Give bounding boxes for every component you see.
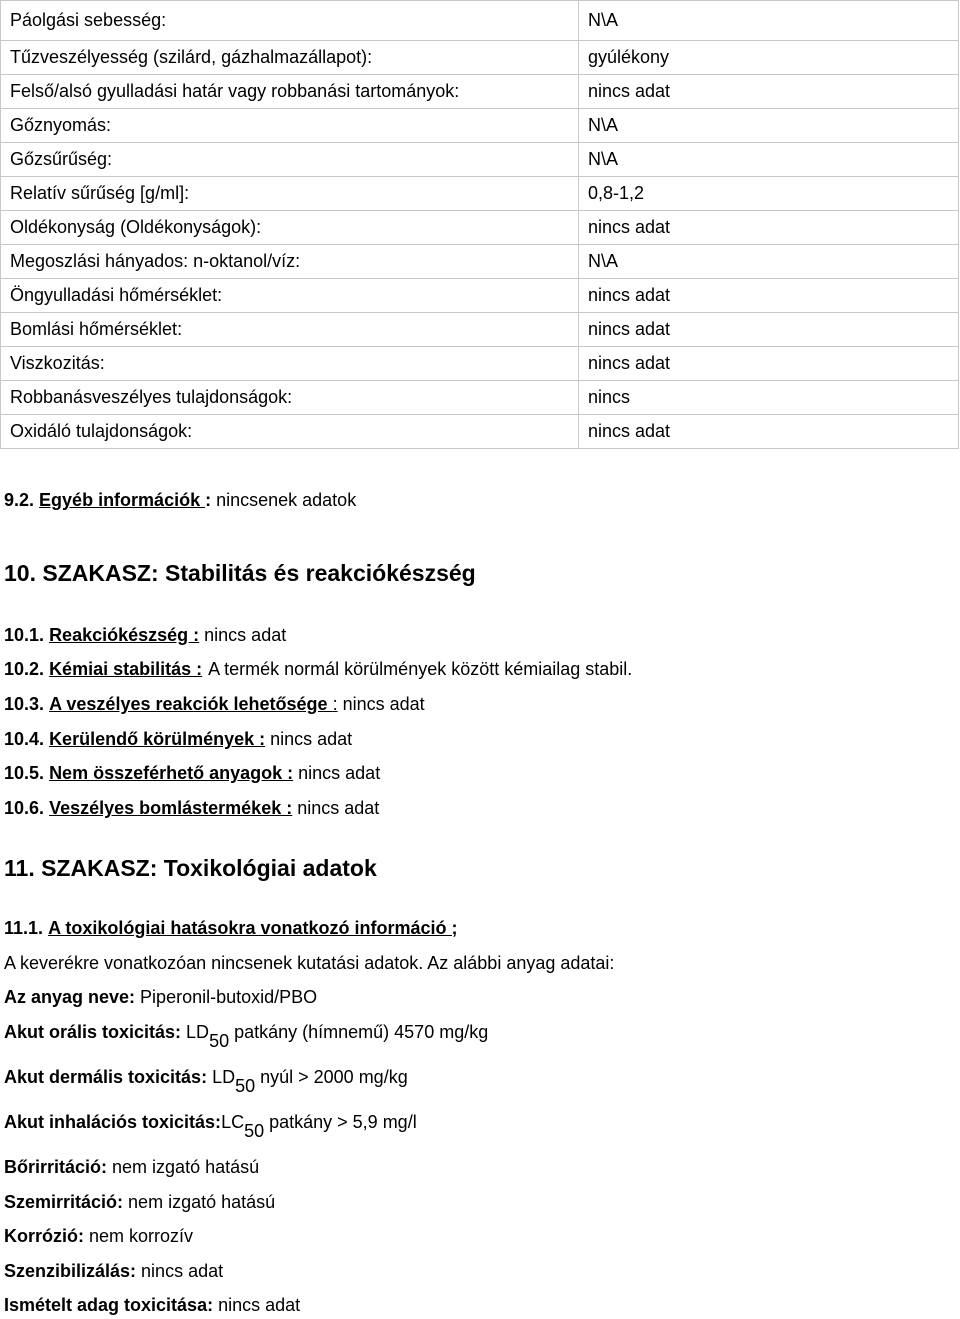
section-value: nincsenek adatok bbox=[211, 490, 357, 510]
field-label: Akut orális toxicitás: bbox=[4, 1022, 182, 1042]
property-value: nincs adat bbox=[579, 347, 959, 381]
property-label: Oldékonyság (Oldékonyságok): bbox=[1, 211, 579, 245]
property-value: 0,8-1,2 bbox=[579, 177, 959, 211]
section-value: A termék normál körülmények között kémiailag stabil. bbox=[208, 659, 633, 679]
property-value: N\A bbox=[579, 109, 959, 143]
field-value: nincs adat bbox=[213, 1295, 301, 1315]
field-label: Ismételt adag toxicitása: bbox=[4, 1295, 214, 1315]
field-value-suffix: nyúl > 2000 mg/kg bbox=[255, 1067, 408, 1087]
property-label: Bomlási hőmérséklet: bbox=[1, 313, 579, 347]
section-title: Kerülendő körülmények : bbox=[49, 729, 266, 749]
section-number: 10.1. bbox=[4, 625, 45, 645]
property-label: Relatív sűrűség [g/ml]: bbox=[1, 177, 579, 211]
section-colon: : bbox=[332, 694, 338, 714]
section-number: 11.1. bbox=[4, 918, 44, 938]
property-value: nincs adat bbox=[579, 75, 959, 109]
section-title: Nem összeférhető anyagok : bbox=[49, 763, 294, 783]
section-title: Egyéb információk bbox=[39, 490, 206, 510]
field-label: Szemirritáció: bbox=[4, 1192, 124, 1212]
property-label: Tűzveszélyesség (szilárd, gázhalmazállapot): bbox=[1, 41, 579, 75]
field-value: nem korrozív bbox=[84, 1226, 194, 1246]
table-row bbox=[1, 109, 959, 143]
dermal-toxicity bbox=[4, 1067, 408, 1096]
repeated-dose-toxicity bbox=[4, 1295, 300, 1316]
property-value: nincs adat bbox=[579, 313, 959, 347]
section-10-6 bbox=[4, 798, 379, 819]
section-9-2 bbox=[4, 490, 356, 511]
field-value-subscript: 50 bbox=[209, 1031, 230, 1051]
intro-text: A keverékre vonatkozóan nincsenek kutatási adatok. Az alábbi anyag adatai: bbox=[4, 953, 615, 973]
field-value: nincs adat bbox=[136, 1261, 224, 1281]
field-value-prefix: LD bbox=[181, 1022, 210, 1042]
field-label: Bőrirritáció: bbox=[4, 1157, 108, 1177]
property-value: nincs adat bbox=[579, 279, 959, 313]
section-10-4 bbox=[4, 729, 352, 750]
table-row bbox=[1, 177, 959, 211]
physical-properties-table bbox=[0, 0, 959, 449]
section-10-1 bbox=[4, 625, 286, 646]
section-value: nincs adat bbox=[199, 625, 287, 645]
section-10-3 bbox=[4, 694, 425, 715]
section-colon: : bbox=[205, 490, 212, 510]
table-row bbox=[1, 211, 959, 245]
section-number: 10.2. bbox=[4, 659, 45, 679]
property-value: nincs adat bbox=[579, 211, 959, 245]
property-value: N\A bbox=[579, 143, 959, 177]
property-label: Viszkozitás: bbox=[1, 347, 579, 381]
section-title: Reakciókészség : bbox=[49, 625, 200, 645]
section-value: nincs adat bbox=[265, 729, 353, 749]
field-value: Piperonil-butoxid/PBO bbox=[135, 987, 318, 1007]
section-10-5 bbox=[4, 763, 380, 784]
section-title: A veszélyes reakciók lehetősége bbox=[49, 694, 333, 714]
property-value: nincs bbox=[579, 381, 959, 415]
section-number: 10.3. bbox=[4, 694, 45, 714]
section-colon: ; bbox=[451, 918, 458, 938]
field-label: Akut dermális toxicitás: bbox=[4, 1067, 208, 1087]
table-row bbox=[1, 381, 959, 415]
section-11-1 bbox=[4, 918, 457, 939]
field-value-subscript: 50 bbox=[244, 1121, 265, 1141]
section-title: A toxikológiai hatásokra vonatkozó információ bbox=[48, 918, 452, 938]
table-row bbox=[1, 143, 959, 177]
property-value: nincs adat bbox=[579, 415, 959, 449]
table-row bbox=[1, 347, 959, 381]
field-value-suffix: patkány (hímnemű) 4570 mg/kg bbox=[229, 1022, 489, 1042]
section-10-2 bbox=[4, 659, 632, 680]
table-row bbox=[1, 75, 959, 109]
section-value: nincs adat bbox=[292, 798, 380, 818]
oral-toxicity bbox=[4, 1022, 489, 1051]
substance-name bbox=[4, 987, 317, 1008]
section-10-heading: 10. SZAKASZ: Stabilitás és reakciókészség bbox=[4, 560, 476, 586]
table-row bbox=[1, 415, 959, 449]
property-label: Robbanásveszélyes tulajdonságok: bbox=[1, 381, 579, 415]
table-row bbox=[1, 1, 959, 41]
inhalation-toxicity bbox=[4, 1112, 417, 1141]
section-number: 10.5. bbox=[4, 763, 45, 783]
section-11-heading: 11. SZAKASZ: Toxikológiai adatok bbox=[4, 855, 377, 881]
field-value-prefix: LD bbox=[207, 1067, 236, 1087]
field-value-subscript: 50 bbox=[235, 1076, 256, 1096]
field-label: Korrózió: bbox=[4, 1226, 84, 1246]
section-value: nincs adat bbox=[337, 694, 425, 714]
field-value-suffix: patkány > 5,9 mg/l bbox=[264, 1112, 417, 1132]
table-row bbox=[1, 313, 959, 347]
table-row bbox=[1, 41, 959, 75]
field-value: nem izgató hatású bbox=[123, 1192, 276, 1212]
section-value: nincs adat bbox=[293, 763, 381, 783]
sensitization bbox=[4, 1261, 223, 1282]
property-label: Felső/alsó gyulladási határ vagy robbanási tartományok: bbox=[1, 75, 579, 109]
section-number: 9.2. bbox=[4, 490, 35, 510]
skin-irritation bbox=[4, 1157, 259, 1178]
property-value: N\A bbox=[579, 1, 959, 41]
field-value-prefix: LC bbox=[221, 1112, 245, 1132]
field-label: Szenzibilizálás: bbox=[4, 1261, 137, 1281]
eye-irritation bbox=[4, 1192, 275, 1213]
section-number: 10.4. bbox=[4, 729, 45, 749]
property-label: Megoszlási hányados: n-oktanol/víz: bbox=[1, 245, 579, 279]
property-label: Páolgási sebesség: bbox=[1, 1, 579, 41]
corrosion bbox=[4, 1226, 193, 1247]
table-row bbox=[1, 245, 959, 279]
section-title: Veszélyes bomlástermékek : bbox=[49, 798, 293, 818]
field-label: Az anyag neve: bbox=[4, 987, 136, 1007]
property-label: Oxidáló tulajdonságok: bbox=[1, 415, 579, 449]
property-label: Gőzsűrűség: bbox=[1, 143, 579, 177]
section-title: Kémiai stabilitás : bbox=[49, 659, 203, 679]
field-label: Akut inhalációs toxicitás: bbox=[4, 1112, 222, 1132]
property-value: N\A bbox=[579, 245, 959, 279]
property-label: Gőznyomás: bbox=[1, 109, 579, 143]
property-value: gyúlékony bbox=[579, 41, 959, 75]
section-number: 10.6. bbox=[4, 798, 45, 818]
field-value: nem izgató hatású bbox=[107, 1157, 260, 1177]
table-row bbox=[1, 279, 959, 313]
property-label: Öngyulladási hőmérséklet: bbox=[1, 279, 579, 313]
